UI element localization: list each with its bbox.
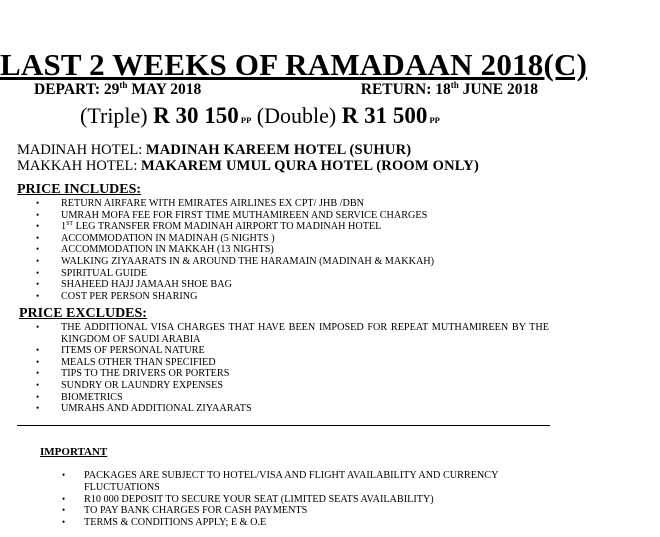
bullet-icon: • bbox=[36, 232, 40, 243]
important-heading: IMPORTANT bbox=[40, 446, 108, 458]
list-item: • ACCOMMODATION IN MAKKAH (13 NIGHTS) bbox=[36, 244, 274, 256]
list-item: • SUNDRY OR LAUNDRY EXPENSES bbox=[36, 379, 223, 391]
return-date: RETURN: 18th JUNE 2018 bbox=[360, 80, 538, 98]
bullet-icon: • bbox=[36, 267, 40, 278]
list-item: • PACKAGES ARE SUBJECT TO HOTEL/VISA AND FLIGHT AVAILABILITY AND CURRENCY FLUCTUATIONS bbox=[62, 470, 499, 493]
list-item: • THE ADDITIONAL VISA CHARGES THAT HAVE BEEN IMPOSED FOR REPEAT MUTHAMIREEN BY THE KINGDOM OF SAUDI ARABIA bbox=[36, 322, 549, 345]
excludes-list bbox=[17, 322, 549, 415]
list-item: • MEALS OTHER THAN SPECIFIED bbox=[36, 356, 216, 368]
list-item: • WALKING ZIYAARATS IN & AROUND THE HARAMAIN (MADINAH & MAKKAH) bbox=[36, 255, 435, 267]
depart-date: DEPART: 29th MAY 2018 bbox=[34, 80, 202, 98]
includes-heading: PRICE INCLUDES: bbox=[17, 182, 142, 197]
list-item: • RETURN AIRFARE WITH EMIRATES AIRLINES EX CPT/ JHB /DBN bbox=[36, 198, 364, 209]
bullet-icon: • bbox=[36, 403, 40, 414]
list-item: • ITEMS OF PERSONAL NATURE bbox=[36, 345, 205, 357]
list-item: • SHAHEED HAJJ JAMAAH SHOE BAG bbox=[36, 279, 232, 291]
bullet-icon: • bbox=[36, 290, 40, 301]
list-item: • BIOMETRICS bbox=[36, 391, 123, 403]
list-item: • R10 000 DEPOSIT TO SECURE YOUR SEAT (LIMITED SEATS AVAILABILITY) bbox=[62, 493, 434, 505]
bullet-icon: • bbox=[62, 505, 66, 516]
bullet-icon: • bbox=[36, 279, 40, 290]
list-item: • COST PER PERSON SHARING bbox=[36, 290, 198, 302]
list-item: • 1ST LEG TRANSFER FROM MADINAH AIRPORT TO MADINAH HOTEL bbox=[36, 221, 382, 233]
list-item: • TIPS TO THE DRIVERS OR PORTERS bbox=[36, 368, 230, 380]
bullet-icon: • bbox=[36, 244, 40, 255]
double-price: R 31 500 bbox=[341, 103, 428, 128]
important-list bbox=[40, 470, 504, 529]
bullet-icon: • bbox=[36, 255, 40, 266]
list-item: • UMRAHS AND ADDITIONAL ZIYAARATS bbox=[36, 403, 252, 415]
list-item: • TERMS & CONDITIONS APPLY; E & O.E bbox=[62, 517, 267, 529]
list-item: • ACCOMMODATION IN MADINAH (5 NIGHTS ) bbox=[36, 232, 275, 244]
divider bbox=[17, 425, 550, 426]
bullet-icon: • bbox=[62, 470, 66, 480]
bullet-icon: • bbox=[36, 345, 40, 356]
bullet-icon: • bbox=[36, 391, 40, 402]
bullet-icon: • bbox=[62, 517, 66, 528]
makkah-hotel: MAKKAH HOTEL: MAKAREM UMUL QURA HOTEL (ROOM ONLY) bbox=[17, 158, 480, 174]
double-label: (Double) bbox=[251, 103, 342, 128]
page-title: LAST 2 WEEKS OF RAMADAAN 2018(C) bbox=[0, 47, 588, 82]
list-item: • SPIRITUAL GUIDE bbox=[36, 267, 147, 279]
bullet-icon: • bbox=[62, 493, 66, 504]
bullet-icon: • bbox=[36, 368, 40, 379]
madinah-hotel: MADINAH HOTEL: MADINAH KAREEM HOTEL (SUHUR) bbox=[17, 142, 412, 158]
includes-list bbox=[17, 198, 434, 302]
excludes-heading: PRICE EXCLUDES: bbox=[19, 306, 147, 321]
bullet-icon: • bbox=[36, 322, 40, 332]
bullet-icon: • bbox=[36, 198, 40, 208]
list-item: • UMRAH MOFA FEE FOR FIRST TIME MUTHAMIREEN AND SERVICE CHARGES bbox=[36, 209, 428, 221]
triple-price: R 30 150 bbox=[153, 103, 239, 128]
bullet-icon: • bbox=[36, 356, 40, 367]
bullet-icon: • bbox=[36, 209, 40, 220]
price-line: (Triple) R 30 150 PP (Double) R 31 500 PP bbox=[80, 103, 440, 128]
bullet-icon: • bbox=[36, 221, 40, 232]
triple-label: (Triple) bbox=[80, 103, 154, 128]
bullet-icon: • bbox=[36, 379, 40, 390]
list-item: • TO PAY BANK CHARGES FOR CASH PAYMENTS bbox=[62, 505, 308, 517]
